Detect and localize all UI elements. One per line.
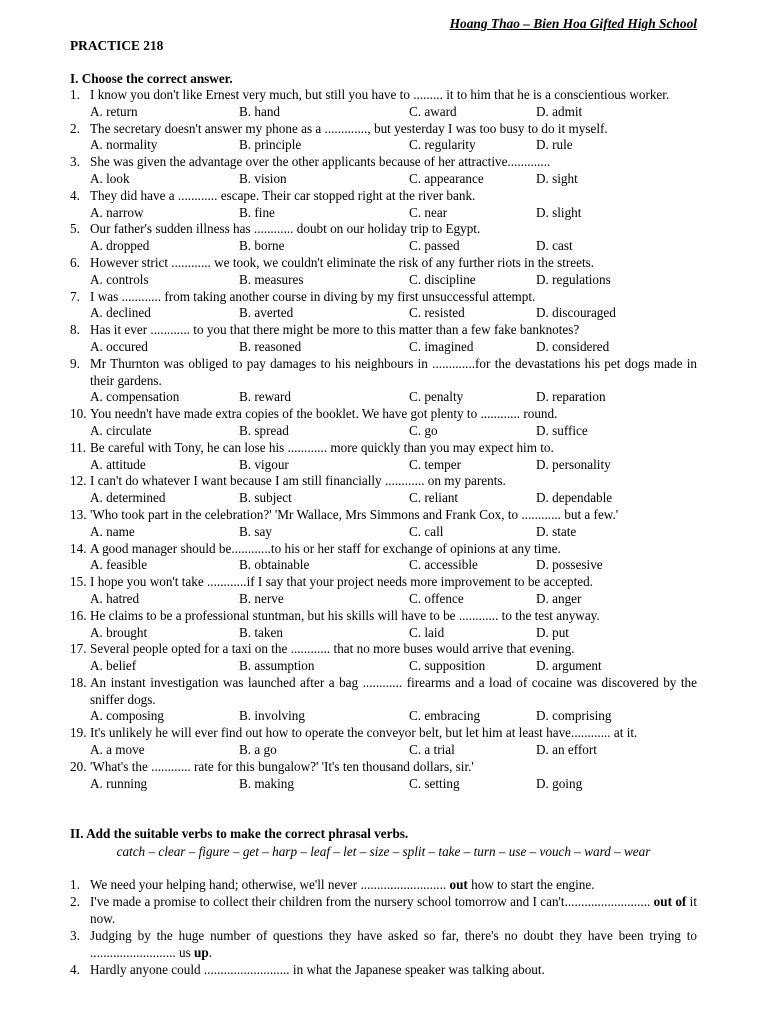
question-line — [70, 121, 697, 138]
phrasal-verb-list — [70, 876, 697, 978]
option-d: D. regulations — [536, 271, 611, 287]
option-d: D. rule — [536, 137, 573, 153]
option-d: D. anger — [536, 590, 582, 606]
option-d: D. put — [536, 624, 569, 640]
question-line — [70, 574, 697, 591]
option-a: A. hatred — [90, 590, 140, 606]
question-line — [70, 255, 697, 272]
phrasal-particle: out of — [653, 894, 687, 909]
option-c: C. appearance — [409, 170, 484, 186]
option-b: B. vision — [239, 170, 287, 186]
phrasal-particle: up — [194, 945, 209, 960]
option-d: D. going — [536, 775, 583, 791]
option-b: B. making — [239, 775, 294, 791]
option-d: D. possesive — [536, 557, 603, 573]
option-a: A. name — [90, 523, 135, 539]
option-b: B. subject — [239, 490, 292, 506]
school-header: Hoang Thao – Bien Hoa Gifted High School — [449, 16, 697, 31]
question-stem: She was given the advantage over the other applicants because of her attractive............. — [90, 154, 551, 170]
option-c: C. resisted — [409, 305, 465, 321]
answer-options — [70, 708, 697, 725]
question-number: 19. — [70, 725, 87, 741]
question-number: 12. — [70, 473, 87, 489]
answer-options — [70, 238, 697, 255]
question-line — [70, 507, 697, 524]
question-number: 3. — [70, 154, 80, 170]
answer-options — [70, 490, 697, 507]
question-line — [70, 188, 697, 205]
question-stem: I was ............ from taking another course in diving by my first unsuccessful attempt. — [90, 288, 536, 304]
option-c: C. penalty — [409, 389, 464, 405]
question-number: 16. — [70, 607, 87, 623]
phrasal-particle: out — [449, 877, 468, 892]
option-d: D. admit — [536, 103, 583, 119]
option-d: D. reparation — [536, 389, 606, 405]
phrasal-text-after: . — [208, 945, 213, 960]
question-item — [70, 759, 697, 793]
option-a: A. controls — [90, 271, 149, 287]
option-c: C. supposition — [409, 658, 486, 674]
option-c: C. award — [409, 103, 457, 119]
question-item — [70, 289, 697, 323]
phrasal-text-before: Judging by the huge number of questions they have asked so far, there's no doubt they have been trying to .......................... us — [90, 928, 697, 960]
question-number: 10. — [70, 406, 87, 422]
question-item — [70, 255, 697, 289]
option-d: D. suffice — [536, 422, 588, 438]
option-b: B. nerve — [239, 590, 284, 606]
question-number: 2. — [70, 120, 80, 136]
question-stem: Be careful with Tony, he can lose his ............ more quickly than you may expect him to. — [90, 439, 554, 455]
phrasal-text-before: Hardly anyone could .......................... in what the Japanese speaker was talking about. — [90, 962, 545, 977]
option-a: A. dropped — [90, 238, 150, 254]
option-c: C. discipline — [409, 271, 476, 287]
question-item — [70, 188, 697, 222]
phrasal-sentence — [90, 876, 697, 893]
option-a: A. belief — [90, 658, 137, 674]
option-c: C. offence — [409, 590, 464, 606]
question-stem: Several people opted for a taxi on the ............ that no more buses would arrive that evening. — [90, 641, 575, 657]
option-a: A. composing — [90, 708, 164, 724]
question-stem: They did have a ............ escape. Their car stopped right at the river bank. — [90, 187, 476, 203]
question-number: 1. — [70, 87, 80, 102]
option-b: B. borne — [239, 238, 285, 254]
phrasal-text-after: it now. — [90, 894, 697, 926]
answer-options — [70, 104, 697, 121]
question-line — [70, 641, 697, 658]
question-number: 7. — [70, 288, 80, 304]
option-b: B. reward — [239, 389, 291, 405]
answer-options — [70, 457, 697, 474]
phrasal-text-before: I've made a promise to collect their children from the nursery school tomorrow and I can't.......................... — [90, 894, 654, 909]
question-stem: I can't do whatever I want because I am still financially ............ on my parents. — [90, 473, 506, 489]
question-number: 4. — [70, 187, 80, 203]
option-d: D. discouraged — [536, 305, 616, 321]
question-line — [70, 322, 697, 339]
question-line — [70, 473, 697, 490]
verb-list: catch – clear – figure – get – harp – leaf – let – size – split – take – turn – use – vouch – ward – wear — [116, 844, 651, 859]
question-line — [70, 725, 697, 742]
option-a: A. normality — [90, 137, 158, 153]
option-a: A. narrow — [90, 204, 144, 220]
question-stem: However strict ............ we took, we couldn't eliminate the risk of any further riots in the streets. — [90, 254, 595, 270]
question-item — [70, 574, 697, 608]
question-stem: It's unlikely he will ever find out how to operate the conveyor belt, but let him at least have............ at it. — [90, 725, 638, 741]
phrasal-number: 1. — [70, 877, 80, 892]
option-a: A. look — [90, 170, 130, 186]
question-line — [70, 675, 697, 709]
option-b: B. a go — [239, 742, 277, 758]
question-item — [70, 154, 697, 188]
option-d: D. an effort — [536, 742, 597, 758]
question-line — [70, 221, 697, 238]
question-stem: Mr Thurnton was obliged to pay damages to his neighbours in .............for the devastations his pet dogs made in their gardens. — [90, 355, 697, 388]
option-d: D. state — [536, 523, 577, 539]
option-a: A. compensation — [90, 389, 180, 405]
phrasal-sentence — [90, 927, 697, 961]
option-d: D. personality — [536, 456, 611, 472]
option-c: C. regularity — [409, 137, 476, 153]
option-d: D. cast — [536, 238, 573, 254]
option-b: B. obtainable — [239, 557, 310, 573]
question-item — [70, 608, 697, 642]
option-c: C. passed — [409, 238, 460, 254]
question-stem: You needn't have made extra copies of the booklet. We have got plenty to ............ round. — [90, 406, 558, 422]
phrasal-text-after: how to start the engine. — [467, 877, 595, 892]
question-stem: 'What's the ............ rate for this bungalow?' 'It's ten thousand dollars, sir.' — [90, 758, 474, 774]
question-number: 8. — [70, 322, 80, 338]
option-c: C. imagined — [409, 338, 474, 354]
option-d: D. comprising — [536, 708, 612, 724]
answer-options — [70, 591, 697, 608]
page-title: PRACTICE 218 — [70, 38, 164, 53]
phrasal-number: 4. — [70, 962, 80, 977]
option-b: B. fine — [239, 204, 275, 220]
phrasal-item — [70, 927, 697, 961]
answer-options — [70, 524, 697, 541]
answer-options — [70, 742, 697, 759]
answer-options — [70, 389, 697, 406]
question-line — [70, 87, 697, 104]
option-c: C. near — [409, 204, 448, 220]
option-b: B. taken — [239, 624, 283, 640]
answer-options — [70, 658, 697, 675]
question-number: 11. — [70, 439, 86, 455]
question-stem: A good manager should be............to his or her staff for exchange of opinions at any time. — [90, 540, 561, 556]
question-stem: I hope you won't take ............if I say that your project needs more improvement to be accepted. — [90, 574, 593, 590]
question-item — [70, 406, 697, 440]
question-number: 9. — [70, 355, 80, 371]
question-item — [70, 121, 697, 155]
option-d: D. sight — [536, 170, 578, 186]
option-b: B. involving — [239, 708, 305, 724]
answer-options — [70, 339, 697, 356]
question-line — [70, 154, 697, 171]
question-number: 15. — [70, 574, 87, 590]
question-item — [70, 725, 697, 759]
question-item — [70, 87, 697, 121]
question-item — [70, 322, 697, 356]
option-a: A. determined — [90, 490, 166, 506]
question-item — [70, 221, 697, 255]
question-item — [70, 507, 697, 541]
question-stem: He claims to be a professional stuntman, but his skills will have to be ............ to the test anyway. — [90, 607, 600, 623]
option-a: A. a move — [90, 742, 145, 758]
question-line — [70, 356, 697, 390]
answer-options — [70, 776, 697, 793]
phrasal-item — [70, 961, 697, 978]
question-stem: 'Who took part in the celebration?' 'Mr Wallace, Mrs Simmons and Frank Cox, to ............ but a few.' — [90, 506, 619, 522]
question-list — [70, 87, 697, 792]
option-a: A. declined — [90, 305, 151, 321]
option-b: B. assumption — [239, 658, 315, 674]
option-b: B. say — [239, 523, 272, 539]
option-d: D. dependable — [536, 490, 613, 506]
question-number: 18. — [70, 674, 87, 690]
question-item — [70, 356, 697, 406]
phrasal-item — [70, 876, 697, 893]
option-b: B. hand — [239, 103, 281, 119]
answer-options — [70, 137, 697, 154]
question-number: 17. — [70, 641, 87, 657]
question-stem: The secretary doesn't answer my phone as a ............., but yesterday I was too busy to do it myself. — [90, 120, 608, 136]
answer-options — [70, 272, 697, 289]
question-stem: Our father's sudden illness has ............ doubt on our holiday trip to Egypt. — [90, 221, 481, 237]
question-item — [70, 641, 697, 675]
phrasal-sentence — [90, 893, 697, 927]
question-item — [70, 473, 697, 507]
question-line — [70, 541, 697, 558]
question-number: 6. — [70, 254, 80, 270]
section-2-heading: II. Add the suitable verbs to make the correct phrasal verbs. — [70, 826, 409, 841]
answer-options — [70, 557, 697, 574]
answer-options — [70, 305, 697, 322]
question-number: 13. — [70, 506, 87, 522]
option-d: D. argument — [536, 658, 602, 674]
question-item — [70, 675, 697, 725]
option-c: C. accessible — [409, 557, 478, 573]
phrasal-text-before: We need your helping hand; otherwise, we'll never .......................... — [90, 877, 450, 892]
question-item — [70, 541, 697, 575]
option-a: A. circulate — [90, 422, 152, 438]
option-b: B. spread — [239, 422, 289, 438]
option-a: A. return — [90, 103, 138, 119]
answer-options — [70, 171, 697, 188]
option-c: C. temper — [409, 456, 462, 472]
option-c: C. setting — [409, 775, 460, 791]
answer-options — [70, 423, 697, 440]
option-a: A. feasible — [90, 557, 148, 573]
question-line — [70, 440, 697, 457]
section-1-heading: I. Choose the correct answer. — [70, 71, 233, 86]
option-b: B. principle — [239, 137, 302, 153]
option-a: A. running — [90, 775, 148, 791]
option-d: D. considered — [536, 338, 610, 354]
option-a: A. brought — [90, 624, 148, 640]
question-line — [70, 406, 697, 423]
phrasal-item — [70, 893, 697, 927]
answer-options — [70, 205, 697, 222]
phrasal-sentence — [90, 961, 697, 978]
option-d: D. slight — [536, 204, 582, 220]
question-stem: An instant investigation was launched after a bag ............ firearms and a load of cocaine was discovered by the sniffer dogs. — [90, 674, 697, 707]
answer-options — [70, 625, 697, 642]
question-stem: Has it ever ............ to you that there might be more to this matter than a few fake banknotes? — [90, 322, 580, 338]
question-item — [70, 440, 697, 474]
option-b: B. vigour — [239, 456, 289, 472]
question-number: 5. — [70, 221, 80, 237]
question-number: 14. — [70, 540, 87, 556]
question-number: 20. — [70, 758, 87, 774]
option-b: B. reasoned — [239, 338, 302, 354]
question-line — [70, 289, 697, 306]
option-b: B. averted — [239, 305, 294, 321]
question-stem: I know you don't like Ernest very much, but still you have to ......... it to him that he is a conscientious worker. — [90, 87, 670, 102]
option-c: C. call — [409, 523, 444, 539]
option-c: C. embracing — [409, 708, 481, 724]
question-line — [70, 759, 697, 776]
option-c: C. reliant — [409, 490, 459, 506]
option-b: B. measures — [239, 271, 304, 287]
option-c: C. a trial — [409, 742, 455, 758]
phrasal-number: 2. — [70, 894, 80, 909]
phrasal-number: 3. — [70, 928, 80, 943]
option-c: C. go — [409, 422, 438, 438]
option-a: A. occured — [90, 338, 148, 354]
option-c: C. laid — [409, 624, 445, 640]
question-line — [70, 608, 697, 625]
option-a: A. attitude — [90, 456, 146, 472]
